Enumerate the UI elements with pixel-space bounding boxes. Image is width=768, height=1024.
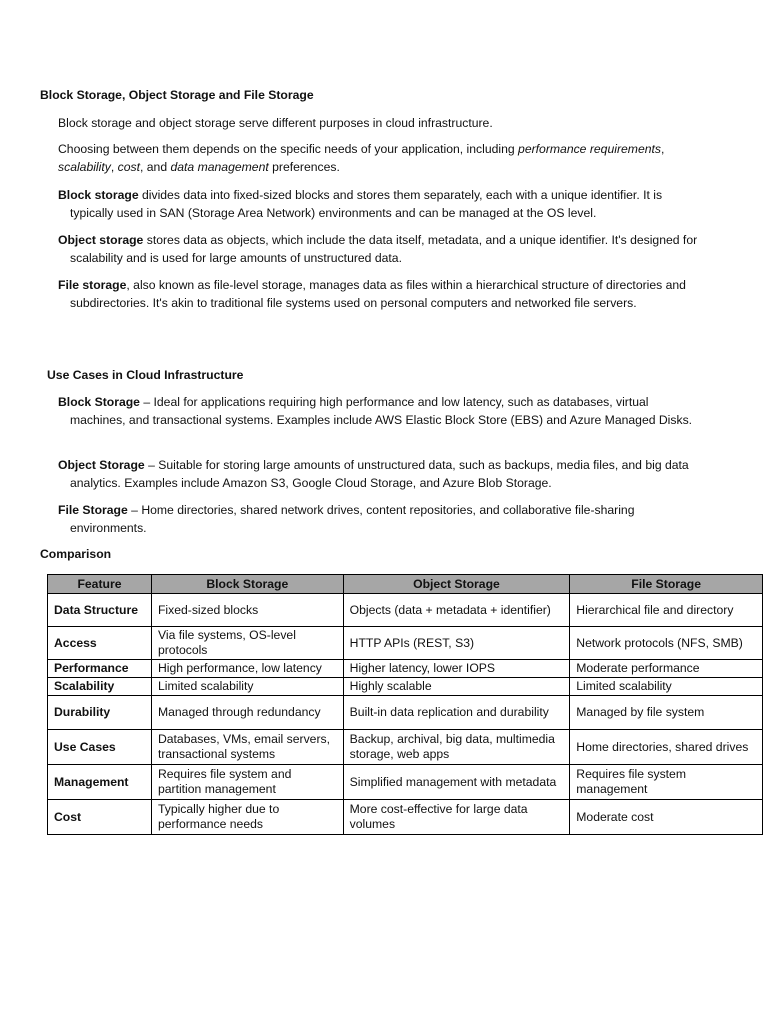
table-cell: Moderate cost [570, 800, 763, 835]
table-cell: More cost-effective for large data volumes [343, 800, 570, 835]
table-row [48, 800, 763, 835]
table-cell: Highly scalable [343, 678, 570, 696]
section-title-use-cases: Use Cases in Cloud Infrastructure [47, 368, 244, 382]
table-row [48, 594, 763, 627]
table-row [48, 696, 763, 730]
table-cell: HTTP APIs (REST, S3) [343, 627, 570, 660]
feature-cell: Use Cases [48, 730, 152, 765]
table-row [48, 660, 763, 678]
table-cell: Moderate performance [570, 660, 763, 678]
table-cell: Higher latency, lower IOPS [343, 660, 570, 678]
column-header: Object Storage [343, 575, 570, 594]
table-cell: Simplified management with metadata [343, 765, 570, 800]
table-cell: Databases, VMs, email servers, transactional systems [151, 730, 343, 765]
table-cell: Requires file system and partition management [151, 765, 343, 800]
block-storage-definition: Block storage divides data into fixed-sized blocks and stores them separately, each with a unique identifier. It is typically used in SAN (Storage Area Network) environments and can be managed at the OS level. [58, 188, 663, 220]
table-cell: Objects (data + metadata + identifier) [343, 594, 570, 627]
feature-cell: Durability [48, 696, 152, 730]
table-cell: Via file systems, OS-level protocols [151, 627, 343, 660]
column-header: File Storage [570, 575, 763, 594]
table-cell: Network protocols (NFS, SMB) [570, 627, 763, 660]
table-row [48, 730, 763, 765]
table-cell: Managed by file system [570, 696, 763, 730]
table-cell: Requires file system management [570, 765, 763, 800]
table-cell: Typically higher due to performance needs [151, 800, 343, 835]
use-case-object-storage: Object Storage – Suitable for storing large amounts of unstructured data, such as backups, media files, and big data analytics. Examples include Amazon S3, Google Cloud Storage, and Azure Blob Storage. [58, 458, 689, 490]
intro-paragraph: Block storage and object storage serve different purposes in cloud infrastructure. [58, 116, 493, 130]
comparison-title: Comparison [40, 547, 112, 561]
table-cell: Backup, archival, big data, multimedia storage, web apps [343, 730, 570, 765]
use-case-block-storage: Block Storage – Ideal for applications requiring high performance and low latency, such as databases, virtual machines, and transactional systems. Examples include AWS Elastic Block Store (EBS) and Azure Managed Disks. [58, 395, 693, 427]
column-header: Feature [48, 575, 152, 594]
table-cell: Home directories, shared drives [570, 730, 763, 765]
feature-cell: Performance [48, 660, 152, 678]
choosing-paragraph: Choosing between them depends on the specific needs of your application, including performance requirements, scalability, cost, and data management preferences. [58, 142, 665, 174]
use-case-file-storage: File Storage – Home directories, shared network drives, content repositories, and collaborative file-sharing environments. [58, 503, 635, 535]
file-storage-definition: File storage, also known as file-level storage, manages data as files within a hierarchical structure of directories and subdirectories. It's akin to traditional file systems used on personal computers and networked file servers. [58, 278, 686, 310]
table-header-row [48, 575, 763, 594]
table-row [48, 627, 763, 660]
table-cell: Built-in data replication and durability [343, 696, 570, 730]
table-cell: Limited scalability [570, 678, 763, 696]
feature-cell: Management [48, 765, 152, 800]
table-row [48, 765, 763, 800]
table-cell: Hierarchical file and directory [570, 594, 763, 627]
table-cell: Managed through redundancy [151, 696, 343, 730]
object-storage-definition: Object storage stores data as objects, which include the data itself, metadata, and a unique identifier. It's designed for scalability and is used for large amounts of unstructured data. [58, 233, 698, 265]
comparison-table [47, 574, 763, 835]
table-row [48, 678, 763, 696]
feature-cell: Data Structure [48, 594, 152, 627]
feature-cell: Scalability [48, 678, 152, 696]
section-title-storage-types: Block Storage, Object Storage and File Storage [40, 88, 314, 102]
feature-cell: Access [48, 627, 152, 660]
column-header: Block Storage [151, 575, 343, 594]
feature-cell: Cost [48, 800, 152, 835]
table-cell: Limited scalability [151, 678, 343, 696]
table-cell: Fixed-sized blocks [151, 594, 343, 627]
table-cell: High performance, low latency [151, 660, 343, 678]
